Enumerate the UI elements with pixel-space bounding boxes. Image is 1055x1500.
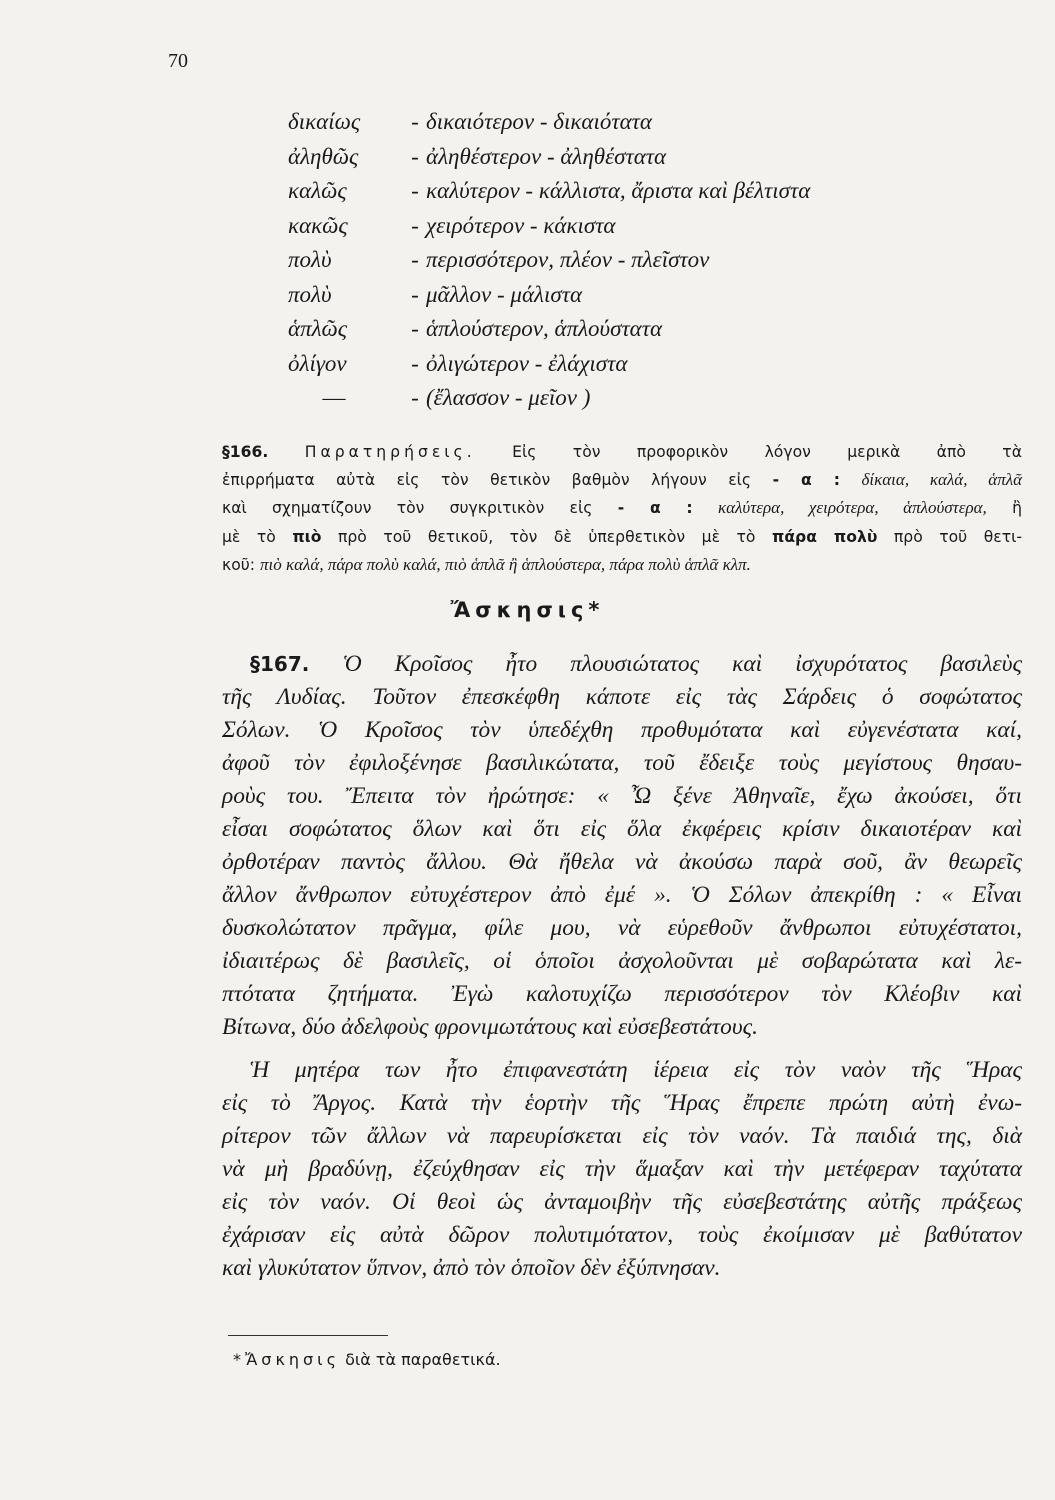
table-row xyxy=(288,174,810,209)
exercise-line: πτότατα ζητήματα. Ἐγὼ καλοτυχίζω περισσότερον τὸν Κλέοβιν καὶ xyxy=(222,981,1022,1007)
adverb-degrees: μᾶλλον - μάλιστα xyxy=(426,281,583,307)
table-row xyxy=(288,105,810,140)
footnote-text: διὰ τὰ παραθετικά. xyxy=(345,1350,501,1369)
page-number: 70 xyxy=(168,50,188,72)
exercise-line: ροὺς του. Ἔπειτα τὸν ἠρώτησε: « Ὦ ξένε Ἀθηναῖε, ἔχω ἀκούσει, ὅτι xyxy=(222,783,1022,809)
paragraph-line xyxy=(222,551,1022,579)
footnote-divider xyxy=(228,1335,388,1336)
table-row xyxy=(288,209,810,244)
adverb-positive: ἀληθῶς xyxy=(288,143,359,169)
table-row xyxy=(288,381,810,416)
exercise-text xyxy=(222,648,1022,1285)
paragraph-line xyxy=(222,648,1022,681)
exercise-line: εἰς τὸ Ἄργος. Κατὰ τὴν ἑορτὴν τῆς Ἥρας ἔπρεπε πρώτη αὐτὴ ἐνω- xyxy=(222,1090,1022,1116)
table-row xyxy=(288,312,810,347)
separator: - xyxy=(411,247,419,272)
exercise-line: ἰδιαιτέρως δὲ βασιλεῖς, οἱ ὁποῖοι ἀσχολοῦνται μὲ σοβαρώτατα καὶ λε- xyxy=(222,948,1022,974)
table-row xyxy=(288,347,810,382)
exercise-line: εἶσαι σοφώτατος ὅλων καὶ ὅτι εἰς ὅλα ἐκφέρεις κρίσιν δικαιοτέραν καὶ xyxy=(222,816,1022,842)
exercise-line: Ὁ Κροῖσος ἦτο πλουσιώτατος καὶ ἰσχυρότατος βασιλεὺς xyxy=(342,651,1022,677)
exercise-line: καὶ γλυκύτατον ὕπνον, ἀπὸ τὸν ὁποῖον δὲν ἐξύπνησαν. xyxy=(222,1255,721,1281)
example-words: πιὸ καλά, πάρα πολὺ καλά, πιὸ ἁπλᾶ ἢ ἁπλούστερα, πάρα πολὺ ἁπλᾶ κλπ. xyxy=(259,554,751,574)
section-number: §167. xyxy=(250,652,310,676)
table-row xyxy=(288,140,810,175)
exercise-line: Ἡ μητέρα των ἦτο ἐπιφανεστάτη ἱέρεια εἰς τὸν ναὸν τῆς Ἥρας xyxy=(250,1057,1022,1083)
exercise-line: Βίτωνα, δύο ἀδελφοὺς φρονιμωτάτους καὶ εὐσεβεστάτους. xyxy=(222,1014,758,1040)
adverb-degrees: καλύτερον - κάλλιστα, ἄριστα καὶ βέλτιστα xyxy=(426,178,811,203)
exercise-line: ἐχάρισαν εἰς αὐτὰ δῶρον πολυτιμότατον, τοὺς ἐκοίμισαν μὲ βαθύτατον xyxy=(222,1222,1022,1248)
adverb-degrees: δικαιότερον - δικαιότατα xyxy=(426,109,652,134)
keyword-para-poly: πάρα πολὺ xyxy=(772,527,878,546)
exercise-line: δυσκολώτατον πρᾶγμα, φίλε μου, νὰ εὑρεθοῦν ἄνθρωποι εὐτυχέστατοι, xyxy=(222,915,1022,941)
separator: - xyxy=(411,212,419,238)
paragraph-line xyxy=(222,523,1022,551)
observation-text: ἢ xyxy=(1012,499,1022,518)
section-number: §166. xyxy=(222,443,269,461)
separator: - xyxy=(411,143,419,169)
suffix-label: - α : xyxy=(617,499,693,518)
table-row xyxy=(288,278,810,313)
example-words: καλύτερα, χειρότερα, ἁπλούστερα, xyxy=(717,498,987,518)
exercise-line: ἀφοῦ τὸν ἐφιλοξένησε βασιλικώτατα, τοῦ ἔδειξε τοὺς μεγίστους θησαυ- xyxy=(222,750,1022,776)
table-row xyxy=(288,243,810,278)
separator: - xyxy=(411,385,419,410)
observation-text: πρὸ τοῦ θετι- xyxy=(893,527,1022,546)
adverb-degrees: ἀληθέστερον - ἀληθέστατα xyxy=(426,143,667,169)
example-words: δίκαια, καλά, ἁπλᾶ xyxy=(861,470,1023,490)
exercise-line: ὀρθοτέραν παντὸς ἄλλου. Θὰ ἤθελα νὰ ἀκούσω παρὰ σοῦ, ἂν θεωρεῖς xyxy=(222,849,1022,875)
section-title: Παρατηρήσεις. xyxy=(304,443,476,461)
adverb-positive: πολὺ xyxy=(288,247,332,272)
exercise-line: ρίτερον τῶν ἄλλων νὰ παρευρίσκεται εἰς τὸν ναόν. Τὰ παιδιά της, διὰ xyxy=(222,1123,1022,1149)
exercise-line: ἄλλον ἄνθρωπον εὐτυχέστερον ἀπὸ ἐμέ ». Ὁ Σόλων ἀπεκρίθη : « Εἶναι xyxy=(222,882,1022,908)
adverb-positive: καλῶς xyxy=(288,178,347,203)
paragraph-line xyxy=(222,466,1022,494)
exercise-heading: Ἄσκησις* xyxy=(450,598,605,622)
footnote-term: *Ἄσκησις xyxy=(233,1350,340,1369)
observation-text: Εἰς τὸν προφορικὸν λόγον μερικὰ ἀπὸ τὰ xyxy=(512,443,1022,461)
keyword-pio: πιὸ xyxy=(292,527,322,546)
adverb-degrees: ὀλιγώτερον - ἐλάχιστα xyxy=(426,350,628,376)
observation-text: κοῦ: xyxy=(222,555,256,574)
exercise-line: τῆς Λυδίας. Τοῦτον ἐπεσκέφθη κάποτε εἰς τὰς Σάρδεις ὁ σοφώτατος xyxy=(222,684,1022,710)
separator: - xyxy=(411,281,419,307)
exercise-line: εἰς τὸν ναόν. Οἱ θεοὶ ὡς ἀνταμοιβὴν τῆς εὐσεβεστάτης αὐτῆς πράξεως xyxy=(222,1189,1022,1215)
paragraph-line xyxy=(222,494,1022,522)
adverb-positive: ἁπλῶς xyxy=(288,316,348,341)
adverb-positive: — xyxy=(322,385,346,410)
adverb-degrees: περισσότερον, πλέον - πλεῖστον xyxy=(426,247,710,272)
observation-text: πρὸ τοῦ θετικοῦ, τὸν δὲ ὑπερθετικὸν μὲ τὸ xyxy=(338,527,756,546)
adverb-positive: πολὺ xyxy=(288,281,332,307)
exercise-line: νὰ μὴ βραδύνῃ, ἐζεύχθησαν εἰς τὴν ἅμαξαν καὶ τὴν μετέφεραν ταχύτατα xyxy=(222,1156,1022,1182)
separator: - xyxy=(411,178,419,203)
separator: - xyxy=(411,316,419,341)
suffix-label: - α : xyxy=(772,471,840,490)
separator: - xyxy=(411,109,419,134)
adverb-positive: κακῶς xyxy=(288,212,348,238)
adverb-degrees: ἁπλούστερον, ἁπλούστατα xyxy=(426,316,663,341)
observation-text: μὲ τὸ xyxy=(222,527,276,546)
footnote xyxy=(233,1350,501,1369)
separator: - xyxy=(411,350,419,376)
adverb-degrees: (ἔλασσον - μεῖον ) xyxy=(426,385,591,410)
adverb-positive: ὀλίγον xyxy=(288,350,347,376)
exercise-line: Σόλων. Ὁ Κροῖσος τὸν ὑπεδέχθη προθυμότατα καὶ εὐγενέστατα καί, xyxy=(222,717,1022,743)
adverb-positive: δικαίως xyxy=(288,109,361,134)
paragraph-line xyxy=(222,438,1022,466)
adverb-degrees: χειρότερον - κάκιστα xyxy=(426,212,616,238)
comparison-table xyxy=(288,105,810,416)
observation-text: καὶ σχηματίζουν τὸν συγκριτικὸν εἰς xyxy=(222,499,593,518)
observation-text: ἐπιρρήματα αὐτὰ εἰς τὸν θετικὸν βαθμὸν λήγουν εἰς xyxy=(222,471,752,490)
observations-paragraph xyxy=(222,438,1022,579)
